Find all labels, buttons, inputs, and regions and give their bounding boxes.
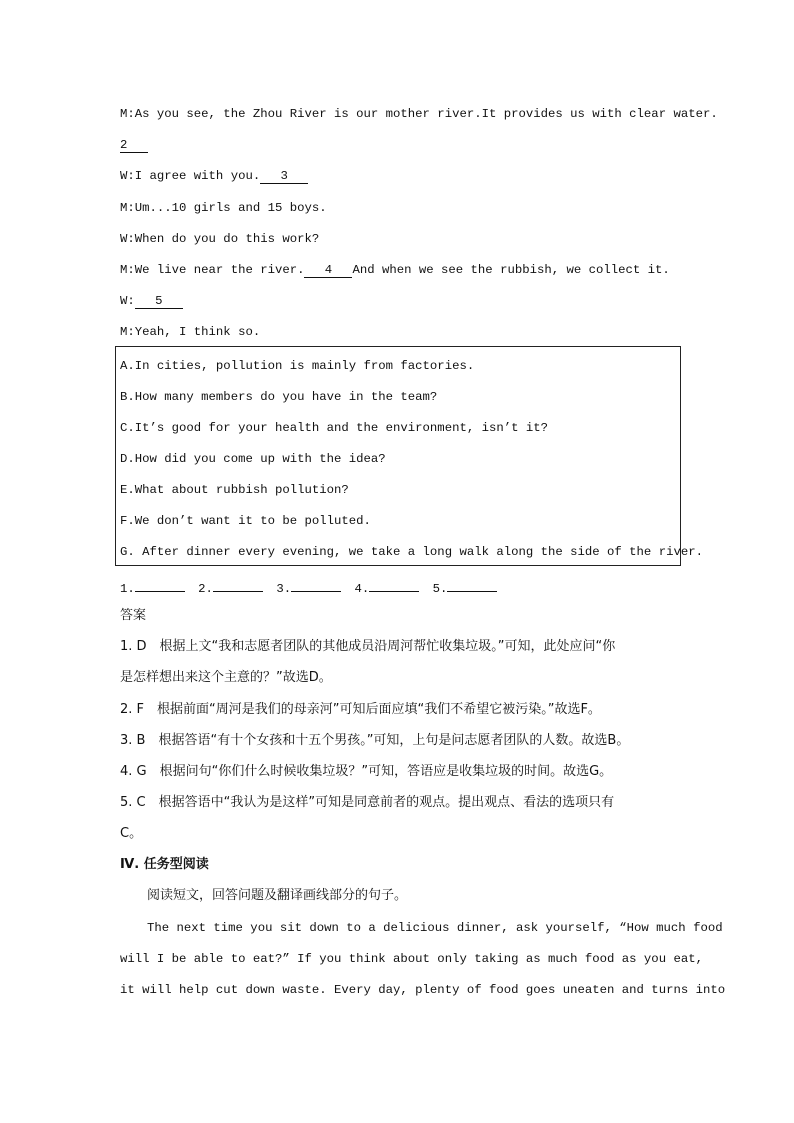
- answer-slots: [120, 579, 503, 597]
- option-b: B.How many members do you have in the team?: [120, 390, 438, 404]
- dialogue-line-8: M:Yeah, I think so.: [120, 325, 261, 339]
- dialogue-line-5: W:When do you do this work?: [120, 232, 320, 246]
- options-box: [115, 346, 703, 566]
- explanation-line: 1. D 根据上文“我和志愿者团队的其他成员沿周河帮忙收集垃圾。”可知，此处应问“你: [120, 639, 616, 654]
- blank-3: 3: [260, 170, 308, 184]
- answer-slot-blank: [135, 579, 185, 592]
- explanation-line: C。: [120, 826, 143, 841]
- blank-5: 5: [135, 295, 183, 309]
- answer-heading: 答案: [120, 608, 147, 623]
- answer-slot-label: 3.: [276, 582, 292, 596]
- option-d: D.How did you come up with the idea?: [120, 452, 386, 466]
- answer-slot-blank: [213, 579, 263, 592]
- dialogue-line-2: [120, 137, 148, 153]
- section-instruction: 阅读短文，回答问题及翻译画线部分的句子。: [147, 888, 408, 903]
- explanation-line: 5. C 根据答语中“我认为是这样”可知是同意前者的观点。提出观点、看法的选项只有: [120, 795, 615, 810]
- dialogue-line-3: [120, 168, 308, 184]
- section-title: Ⅳ. 任务型阅读: [120, 857, 209, 872]
- dialogue-text: M:We live near the river.: [120, 263, 305, 277]
- passage-line: it will help cut down waste. Every day, plenty of food goes uneaten and turns into: [120, 983, 726, 997]
- dialogue-text: W:I agree with you.: [120, 169, 261, 183]
- passage-line: will I be able to eat?” If you think about only taking as much food as you eat,: [120, 952, 703, 966]
- answer-slot-blank: [291, 579, 341, 592]
- explanation-line: 4. G 根据问句“你们什么时候收集垃圾？”可知，答语应是收集垃圾的时间。故选G。: [120, 764, 613, 779]
- dialogue-text: W:: [120, 294, 135, 308]
- dialogue-line-1: M:As you see, the Zhou River is our mother river.It provides us with clear water.: [120, 107, 718, 121]
- dialogue-line-6: [120, 262, 670, 278]
- answer-slot-label: 2.: [198, 582, 213, 596]
- answer-slot-label: 5.: [432, 582, 448, 596]
- option-f: F.We don’t want it to be polluted.: [120, 514, 371, 528]
- option-a: A.In cities, pollution is mainly from factories.: [120, 359, 475, 373]
- blank-4: 4: [304, 264, 352, 278]
- answer-slot-label: 1.: [120, 582, 135, 596]
- option-c: C.It’s good for your health and the environment, isn’t it?: [120, 421, 549, 435]
- dialogue-line-4: M:Um...10 girls and 15 boys.: [120, 201, 327, 215]
- answer-slot-label: 4.: [354, 582, 370, 596]
- option-e: E.What about rubbish pollution?: [120, 483, 349, 497]
- explanation-line: 3. B 根据答语“有十个女孩和十五个男孩。”可知，上句是问志愿者团队的人数。故选B。: [120, 733, 630, 748]
- dialogue-text: And when we see the rubbish, we collect it.: [352, 263, 670, 277]
- explanation-line: 2. F 根据前面“周河是我们的母亲河”可知后面应填“我们不希望它被污染。”故选F。: [120, 702, 601, 717]
- blank-2: 2: [120, 139, 148, 153]
- dialogue-line-7: [120, 293, 183, 309]
- option-g: G. After dinner every evening, we take a long walk along the side of the river.: [120, 545, 703, 559]
- answer-slot-blank: [369, 579, 419, 592]
- explanation-line: 是怎样想出来这个主意的？”故选D。: [120, 670, 332, 685]
- answer-slot-blank: [447, 579, 497, 592]
- passage-line: The next time you sit down to a delicious dinner, ask yourself, “How much food: [147, 921, 723, 935]
